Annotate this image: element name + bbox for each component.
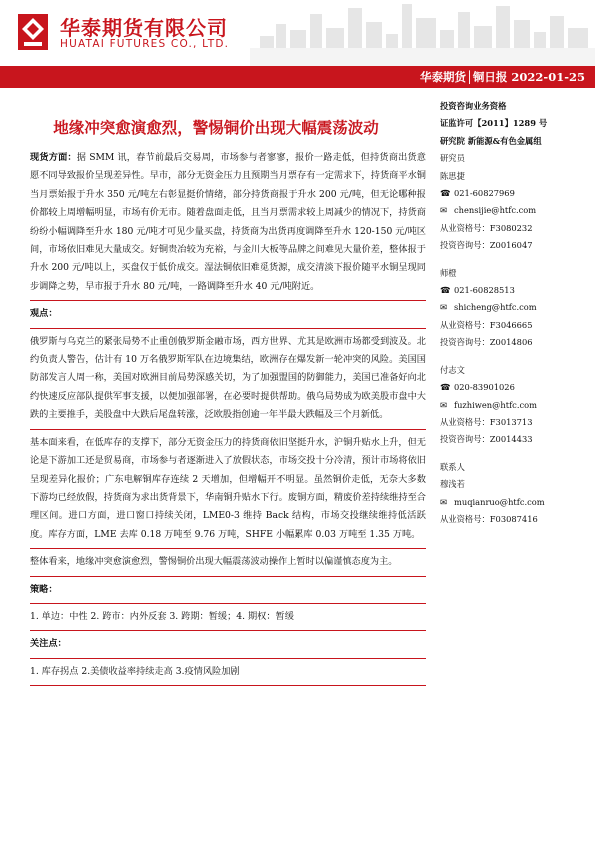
license-line-2: 证监许可【2011】1289 号 xyxy=(440,118,548,129)
analyst-phone: 021-60828513 xyxy=(454,285,515,296)
analyst-email[interactable]: chensijie@htfc.com xyxy=(454,205,537,216)
divider xyxy=(30,603,426,604)
analyst-consult: 投资咨询号：Z0014806 xyxy=(440,337,533,348)
skyline-graphic xyxy=(250,0,595,66)
researcher-label: 研究员 xyxy=(440,153,465,164)
contact-qual: 从业资格号：F03087416 xyxy=(440,513,538,524)
focus-text: 1. 库存拐点 2.美债收益率持续走高 3.疫情风险加剧 xyxy=(30,665,240,677)
email-icon: ✉ xyxy=(440,302,447,313)
analyst-name: 陈思捷 xyxy=(440,170,465,181)
views-label: 观点： xyxy=(30,308,58,320)
email-icon: ✉ xyxy=(440,205,447,216)
analyst-name: 师橙 xyxy=(440,267,457,278)
company-name-en: HUATAI FUTURES CO., LTD. xyxy=(60,38,230,50)
divider xyxy=(30,576,426,577)
strategy-label: 策略： xyxy=(30,583,58,595)
analyst-qual: 从业资格号：F3046665 xyxy=(440,319,533,330)
analyst-email[interactable]: shicheng@htfc.com xyxy=(454,302,537,313)
analyst-name: 付志文 xyxy=(440,364,465,375)
analyst-email[interactable]: fuzhiwen@htfc.com xyxy=(454,399,537,410)
report-tag: 华泰期货│铜日报 2022-01-25 xyxy=(420,70,585,84)
view-paragraph-3: 整体看来，地缘冲突愈演愈烈，警惕铜价出现大幅震荡波动操作上暂时以偏谨慎态度为主。 xyxy=(30,556,398,568)
report-tag-bar xyxy=(0,66,595,88)
view-paragraph-1: 俄罗斯与乌克兰的紧张局势不止重创俄罗斯金融市场，西方世界、尤其是欧洲市场都受到波及。北约负责人警告，估计有 10 万名俄罗斯军队在边境集结，欧洲存在爆发新一轮冲突的风险。美国国防部发言人周一称，美国对欧洲目前局势深感关切，为了加强盟国的防御能力，美国已准备好向北约快速反应部队提供军事支援，以便加强部署，在必要时提供帮助。俄乌局势成为欧美股市盘中大跌的主要推手，美股盘中大跌后尾盘转涨，泛欧股指创逾一年半最大跌幅及三个月新低。 xyxy=(30,335,426,421)
view-paragraph-2: 基本面来看，在低库存的支撑下，部分无资金压力的持货商依旧坚挺升水，沪铜升贴水上升，但无论是下游加工还是贸易商，市场参与者逐渐进入了放假状态，市场交投十分冷清，预计市场将依旧呈现差异化报价；广东电解铜库存连续 2 天增加，但增幅开不明显。虽然铜价走低，无奈大多数下游均已经放假，持货商为求出货背景下，华南铜升贴水下行。废铜方面，精废价差持续维持至合理区间。进口方面，进口窗口持续关闭，LME0-3 维持 Back 结构，市场交投继续维持低活跃度。库存方面，LME 去库 0.18 万吨至 9.76 万吨，SHFE 小幅累库 0.03 万吨至 1.35 万吨。 xyxy=(30,436,426,540)
divider xyxy=(30,429,426,430)
analyst-phone: 020-83901026 xyxy=(454,382,515,393)
divider xyxy=(30,548,426,549)
email-icon: ✉ xyxy=(440,496,447,507)
analyst-consult: 投资咨询号：Z0014433 xyxy=(440,434,533,445)
spot-text: 据 SMM 讯，春节前最后交易周，市场参与者寥寥，报价一路走低，但持货商出货意愿不同导致报价呈现差异性。早市，部分无资金压力且预期当月票存有一定需求下，持货商平水铜当月票始报于升水 350 元/吨左右彰显挺价情绪，部分持货商报于升水 200 元/吨，但无论哪种报价都较上周增幅明显，市场有价无市。随着盘面走低，且当月票需求较上周减少的情况下，持货商纷纷小幅调降至升水 180 元/吨才可见少量买盘，持货商为出货再度调降至升水 120-150 元/吨区间，市场依旧难见大量成交。好铜贵冶较为充裕，与金川大板等品牌之间难见大量价差，整体报于升水 200 元/吨以上，买盘仅于低价成交。湿法铜依旧难觅货源，成交清淡下报价随平水铜呈现同步调降之势，早市报于升水 80 元/吨，一路调降至升水 40 元/吨附近。 xyxy=(30,152,426,292)
phone-icon: ☎ xyxy=(440,285,451,296)
divider xyxy=(30,300,426,301)
sidebar xyxy=(440,98,590,528)
company-name-cn: 华泰期货有限公司 xyxy=(60,16,228,40)
spot-label: 现货方面： xyxy=(30,152,77,163)
analyst-consult: 投资咨询号：Z0016047 xyxy=(440,240,533,251)
divider xyxy=(30,630,426,631)
team-name: 研究院 新能源&有色金属组 xyxy=(440,135,542,146)
phone-icon: ☎ xyxy=(440,188,451,199)
strategy-text: 1. 单边：中性 2. 跨市：内外反套 3. 跨期：暂缓；4. 期权：暂缓 xyxy=(30,610,294,622)
divider xyxy=(30,658,426,659)
analyst-qual: 从业资格号：F3013713 xyxy=(440,416,533,427)
phone-icon: ☎ xyxy=(440,382,451,393)
analyst-phone: 021-60827969 xyxy=(454,188,515,199)
divider xyxy=(30,685,426,686)
email-icon: ✉ xyxy=(440,399,447,410)
contact-name: 穆浅若 xyxy=(440,479,465,490)
spot-paragraph xyxy=(30,149,426,296)
contact-label: 联系人 xyxy=(440,461,465,472)
contact-email[interactable]: muqianruo@htfc.com xyxy=(454,496,545,507)
main-content xyxy=(30,149,426,690)
license-line-1: 投资咨询业务资格 xyxy=(440,101,507,111)
divider xyxy=(30,328,426,329)
report-title: 地缘冲突愈演愈烈，警惕铜价出现大幅震荡波动 xyxy=(53,118,379,137)
focus-label: 关注点： xyxy=(30,638,67,650)
analyst-qual: 从业资格号：F3080232 xyxy=(440,222,533,233)
company-logo-icon xyxy=(18,14,48,50)
